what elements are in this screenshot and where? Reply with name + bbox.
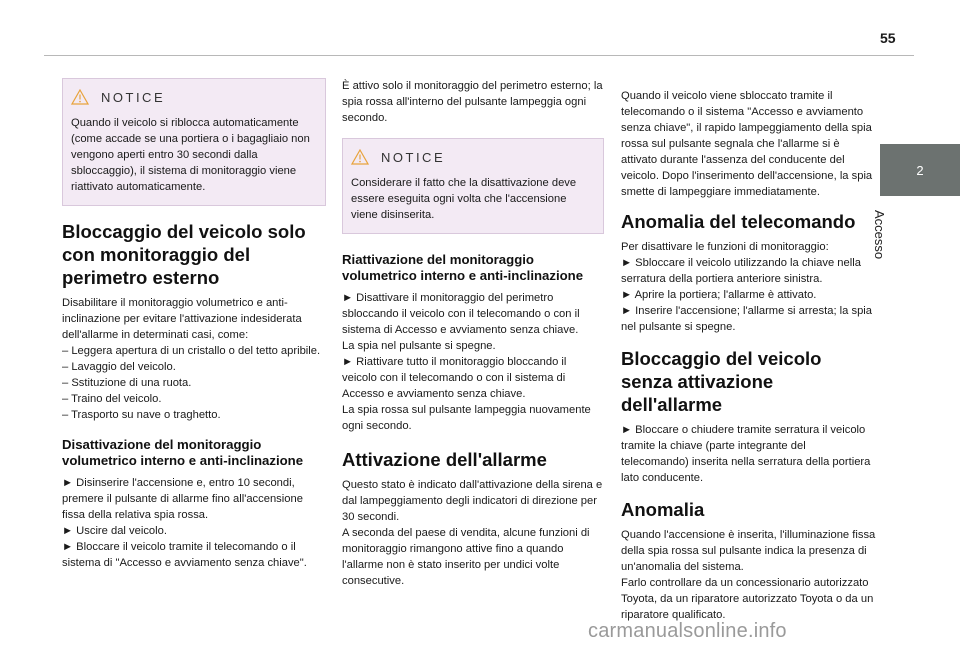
heading-lock-perimeter: Bloccaggio del veicolo solo con monitoraggio del perimetro esterno bbox=[62, 221, 306, 288]
text-fault: Quando l'accensione è inserita, l'illuminazione fissa della spia rossa sul pulsante indica la presenza di un'anomalia del sistema. Farlo controllare da un concessionario autorizzato Toyota, da un riparatore autorizzato Toyota o da un riparatore qualificato. bbox=[621, 529, 876, 621]
text-lock-without-alarm: ► Bloccare o chiudere tramite serratura il veicolo tramite la chiave (parte integrante del telecomando) inserita nella serratura della portiera lato conducente. bbox=[621, 424, 871, 484]
chapter-tab[interactable] bbox=[880, 144, 960, 196]
notice-title: NOTICE bbox=[381, 149, 446, 165]
warning-triangle-icon bbox=[71, 89, 89, 105]
heading-remote-fault: Anomalia del telecomando bbox=[621, 211, 856, 232]
column-3 bbox=[621, 78, 876, 623]
notice-header bbox=[71, 84, 317, 110]
text-unlock-indication: Quando il veicolo viene sbloccato tramite il telecomando o il sistema "Accesso e avviamento senza chiave", il rapido lampeggiamento della spia rossa sul pulsante segnala che l'allarme si è attivato durante l'assenza del conducente del veicolo. Dopo l'inserimento dell'accensione, la spia smette di lampeggiare immediatamente. bbox=[621, 90, 873, 198]
chapter-tab-label: 2 bbox=[916, 162, 924, 178]
heading-fault: Anomalia bbox=[621, 499, 705, 520]
heading-deactivation: Disattivazione del monitoraggio volumetrico interno e anti-inclinazione bbox=[62, 437, 304, 468]
chapter-section-label: Accesso bbox=[872, 210, 887, 260]
warning-triangle-icon bbox=[351, 149, 369, 165]
text-remote-fault: Per disattivare le funzioni di monitoraggio: ► Sbloccare il veicolo utilizzando la chiave nella serratura della portiera anteriore sinistra. ► Aprire la portiera; l'allarme è attivato. ► Inserire l'accensione; l'allarme si arresta; la spia nel pulsante si spegne. bbox=[621, 241, 873, 333]
text-deactivation: ► Disinserire l'accensione e, entro 10 secondi, premere il pulsante di allarme fino all'accensione fissa della relativa spia rossa. ► Uscire dal veicolo. ► Bloccare il veicolo tramite il telecomando o il sistema di "Accesso e avviamento senza chiave". bbox=[62, 477, 307, 569]
page-number: 55 bbox=[880, 30, 896, 46]
text-reactivation: ► Disattivare il monitoraggio del perimetro sbloccando il veicolo con il telecomando o con il sistema di Accesso e avviamento senza chiave. La spia nel pulsante si spegne. ► Riattivare tutto il monitoraggio bloccando il veicolo con il telecomando o con il sistema di Accesso e avviamento senza chiave. La spia rossa sul pulsante lampeggia nuovamente ogni secondo. bbox=[342, 292, 591, 432]
column-1 bbox=[62, 78, 326, 571]
watermark-text: carmanualsonline.info bbox=[588, 620, 787, 642]
text-lock-perimeter: Disabilitare il monitoraggio volumetrico e anti-inclinazione per evitare l'attivazione indesiderata dell'allarme in determinati casi, come: – Leggera apertura di un cristallo o del tetto apribile. – Lavaggio del veicolo. – Sstituzione di una ruota. – Traino del veicolo. – Trasporto su nave o traghetto. bbox=[62, 297, 321, 421]
heading-lock-without-alarm: Bloccaggio del veicolo senza attivazione dell'allarme bbox=[621, 348, 822, 415]
notice-box-2 bbox=[342, 138, 604, 234]
notice-text: Considerare il fatto che la disattivazione deve essere eseguita ogni volta che l'accensione viene disinserita. bbox=[351, 177, 577, 221]
notice-text: Quando il veicolo si riblocca automaticamente (come accade se una portiera o i bagagliaio non vengono aperti entro 30 secondi dalla sbloccaggio), il sistema di monitoraggio viene riattivato automaticamente. bbox=[71, 117, 310, 193]
heading-alarm-activation: Attivazione dell'allarme bbox=[342, 449, 547, 470]
text-alarm-activation: Questo stato è indicato dall'attivazione della sirena e dal lampeggiamento degli indicatori di direzione per 30 secondi. A seconda del paese di vendita, alcune funzioni di monitoraggio rimangono attive fino a quando l'allarme non è stato inserito per undici volte consecutive. bbox=[342, 479, 603, 587]
text-perimeter-only: È attivo solo il monitoraggio del perimetro esterno; la spia rossa all'interno del pulsante lampeggia ogni secondo. bbox=[342, 80, 603, 124]
column-2 bbox=[342, 78, 604, 589]
notice-header bbox=[351, 144, 595, 170]
header-divider bbox=[44, 55, 914, 56]
heading-reactivation: Riattivazione del monitoraggio volumetrico interno e anti-inclinazione bbox=[342, 252, 584, 283]
notice-box-1 bbox=[62, 78, 326, 206]
notice-title: NOTICE bbox=[101, 89, 166, 105]
